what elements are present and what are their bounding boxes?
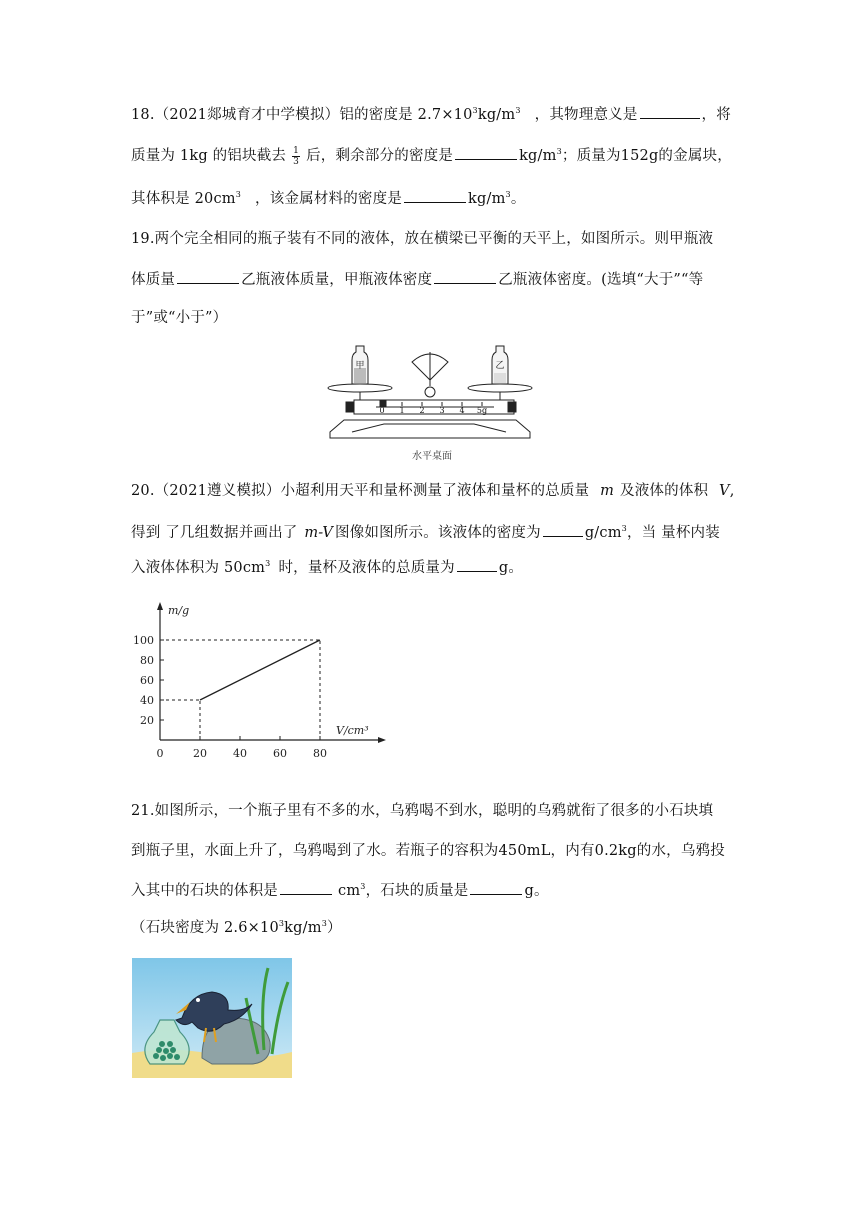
q20-text-2a: 得到 了几组数据并画出了 bbox=[131, 525, 298, 541]
q20-exp-2: 3 bbox=[621, 524, 627, 533]
q19-text-2c: 乙瓶液体密度。(选填“大于”“等 bbox=[498, 272, 704, 288]
q18-blank-2[interactable] bbox=[455, 145, 517, 160]
q21-text-3c: ，石块的质量是 bbox=[365, 883, 469, 899]
q20-var-v: V bbox=[719, 483, 730, 499]
q19-line-2 bbox=[131, 269, 731, 290]
q20-line-1 bbox=[131, 481, 735, 501]
q20-text-2b: 图像如图所示。该液体的密度为 bbox=[335, 525, 541, 541]
q20-text-3b: 时，量杯及液体的总质量为 bbox=[278, 560, 455, 576]
q18-text-1b: kg/m bbox=[477, 107, 516, 123]
y-tick-label: 60 bbox=[140, 674, 154, 687]
balance-tick-label: 4 bbox=[459, 406, 465, 415]
data-line bbox=[200, 640, 320, 700]
q20-exp-3: 3 bbox=[265, 559, 271, 568]
q19-text-2b: 乙瓶液体质量，甲瓶液体密度 bbox=[241, 272, 433, 288]
crow-eye bbox=[196, 998, 200, 1002]
q18-text-3d: 。 bbox=[510, 191, 526, 207]
q20-var-m: m bbox=[600, 483, 615, 499]
q18-blank-3[interactable] bbox=[404, 188, 466, 203]
q19-blank-2[interactable] bbox=[434, 269, 496, 284]
balance-tick-label: 1 bbox=[399, 406, 405, 415]
q21-text-4c: ） bbox=[326, 920, 342, 936]
x-tick-label: 60 bbox=[273, 747, 287, 760]
q21-text-1: 21.如图所示，一个瓶子里有不多的水，乌鸦喝不到水，聪明的乌鸦就衔了很多的小石块填 bbox=[131, 803, 714, 819]
q21-line-3 bbox=[131, 880, 731, 901]
q20-text-3a: 入液体体积为 50cm bbox=[131, 560, 266, 576]
q18-exp-3b: 3 bbox=[505, 190, 511, 199]
q18-text-2b: 后，剩余部分的密度是 bbox=[306, 148, 454, 164]
q18-text-2d: ；质量为152g的金属块， bbox=[561, 148, 732, 164]
y-tick-label: 100 bbox=[133, 634, 154, 647]
q19-text-2a: 体质量 bbox=[131, 272, 176, 288]
balance-tick-label: 3 bbox=[439, 406, 445, 415]
q21-text-3b: cm bbox=[338, 883, 361, 899]
bottle-label-left: 甲 bbox=[355, 361, 365, 371]
q21-text-3d: g。 bbox=[524, 883, 549, 899]
q18-text-1d: ，将 bbox=[701, 107, 731, 123]
q18-text-3a: 其体积是 20cm bbox=[131, 191, 236, 207]
q19-text-1: 19.两个完全相同的瓶子装有不同的液体，放在横梁已平衡的天平上，如图所示。则甲瓶液 bbox=[131, 231, 714, 247]
x-axis-label: V/cm³ bbox=[336, 724, 369, 737]
q18-fraction bbox=[292, 146, 300, 167]
q20-line-3 bbox=[131, 557, 731, 578]
q21-line-4 bbox=[131, 918, 731, 938]
q18-line-2 bbox=[131, 145, 731, 167]
q20-text-2d: ，当 量杯内装 bbox=[626, 525, 720, 541]
balance-tick-label: 2 bbox=[419, 406, 425, 415]
q21-line-2 bbox=[131, 841, 731, 861]
q19-line-3 bbox=[131, 308, 731, 328]
y-axis-arrow bbox=[157, 602, 163, 610]
balance-tick-label: 5g bbox=[476, 406, 488, 415]
q21-text-4b: kg/m bbox=[284, 920, 322, 936]
q18-line-3 bbox=[131, 188, 731, 209]
q20-text-1c: , bbox=[729, 483, 735, 499]
x-tick-label: 80 bbox=[313, 747, 327, 760]
q20-line-2 bbox=[131, 522, 731, 543]
q21-exp-4: 3 bbox=[278, 919, 285, 928]
q21-exp-4b: 3 bbox=[321, 919, 327, 928]
q18-text-2c: kg/m bbox=[519, 148, 557, 164]
balance-drawing bbox=[328, 346, 532, 438]
q20-text-1a: 20.（2021遵义模拟）小超利用天平和量杯测量了液体和量杯的总质量 bbox=[131, 483, 590, 499]
y-axis-label: m/g bbox=[168, 604, 190, 617]
q20-text-3c: g。 bbox=[498, 560, 524, 576]
x-axis-arrow bbox=[378, 737, 386, 743]
q18-blank-1[interactable] bbox=[640, 104, 700, 119]
q20-blank-2[interactable] bbox=[457, 557, 497, 572]
q21-text-3a: 入其中的石块的体积是 bbox=[131, 883, 278, 899]
q18-line-1 bbox=[131, 104, 731, 125]
bottle-label-right: 乙 bbox=[495, 361, 505, 371]
crow-illustration bbox=[132, 958, 292, 1078]
q21-blank-1[interactable] bbox=[280, 880, 332, 895]
x-tick-label: 40 bbox=[233, 747, 247, 760]
q18-frac-num: 1 bbox=[293, 145, 300, 156]
y-tick-label: 40 bbox=[140, 694, 154, 707]
q18-text-1a: 18.（2021郯城育才中学模拟）铝的密度是 2.7×10 bbox=[131, 107, 473, 123]
q18-exp-1b: 3 bbox=[515, 106, 521, 115]
q20-var-mv: m-V bbox=[304, 525, 333, 541]
q20-text-2c: g/cm bbox=[584, 525, 622, 541]
q21-line-1 bbox=[131, 801, 731, 821]
q19-text-3: 于”或“小于”） bbox=[131, 310, 228, 326]
q18-text-2a: 质量为 1kg 的铝块截去 bbox=[131, 148, 287, 164]
x-tick-label: 0 bbox=[156, 747, 164, 760]
balance-figure bbox=[324, 340, 536, 442]
q19-blank-1[interactable] bbox=[177, 269, 239, 284]
balance-tick-label: 0 bbox=[379, 406, 385, 415]
x-tick-label: 20 bbox=[193, 747, 207, 760]
q21-blank-2[interactable] bbox=[470, 880, 522, 895]
q18-text-3c: kg/m bbox=[468, 191, 506, 207]
q19-line-1 bbox=[131, 229, 731, 249]
q18-exp-1: 3 bbox=[472, 106, 478, 115]
q18-exp-3: 3 bbox=[235, 190, 242, 199]
y-tick-label: 20 bbox=[140, 714, 154, 727]
q18-exp-2: 3 bbox=[556, 147, 562, 156]
q20-blank-1[interactable] bbox=[543, 522, 583, 537]
q18-frac-den: 3 bbox=[293, 156, 300, 167]
q21-text-4a: （石块密度为 2.6×10 bbox=[131, 920, 279, 936]
q21-exp-3: 3 bbox=[360, 882, 366, 891]
q18-text-3b: ，该金属材料的密度是 bbox=[255, 191, 403, 207]
q20-text-1b: 及液体的体积 bbox=[620, 483, 709, 499]
mv-chart bbox=[126, 600, 396, 770]
balance-caption: 水平桌面 bbox=[412, 451, 452, 462]
q21-text-2: 到瓶子里，水面上升了，乌鸦喝到了水。若瓶子的容积为450mL，内有0.2kg的水，乌鸦投 bbox=[131, 843, 725, 859]
y-tick-label: 80 bbox=[140, 654, 154, 667]
q18-text-1c: ，其物理意义是 bbox=[534, 107, 638, 123]
